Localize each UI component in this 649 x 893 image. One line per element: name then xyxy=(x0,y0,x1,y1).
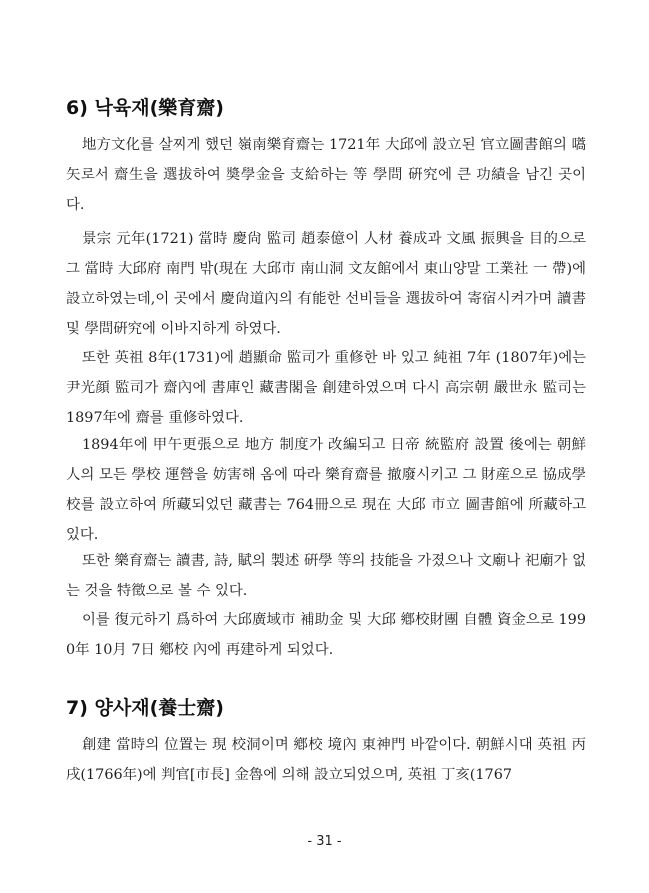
paragraph: 1894年에 甲午更張으로 地方 制度가 改編되고 日帝 統監府 設置 後에는 朝鮮人의 모든 學校 運營을 妨害해 옴에 따라 樂育齋를 撤廢시키고 그 財産으로 協成學校를 設立하여 所藏되었던 藏書는 764冊으로 現在 大邱 市立 圖書館에 所藏하고 있다. xyxy=(66,437,586,543)
page-number: - 31 - xyxy=(307,834,342,849)
section-heading-nakyukjae: 6) 낙육재(樂育齋) xyxy=(66,97,224,119)
paragraph: 이를 復元하기 爲하여 大邱廣域市 補助金 및 大邱 鄕校財團 自體 資金으로 1990年 10月 7日 鄕校 內에 再建하게 되었다. xyxy=(66,612,586,658)
paragraph: 또한 英祖 8年(1731)에 趙顯命 監司가 重修한 바 있고 純祖 7年 (1807年)에는 尹光顔 監司가 齋內에 書庫인 藏書閣을 創建하였으며 다시 高宗朝 嚴世永 監司는 1897年에 齋를 重修하였다. xyxy=(66,350,586,426)
paragraph: 地方文化를 살찌게 했던 嶺南樂育齋는 1721年 大邱에 設立된 官立圖書館의 嚆矢로서 齋生을 選拔하여 奬學金을 支給하는 等 學問 硏究에 큰 功績을 남긴 곳이다. xyxy=(66,137,586,213)
paragraph: 創建 當時의 位置는 現 校洞이며 鄕校 境內 東神門 바깥이다. 朝鮮시대 英祖 丙戌(1766年)에 判官[市長] 金魯에 의해 設立되었으며, 英祖 丁亥(1767 xyxy=(66,737,586,783)
paragraph: 또한 樂育齋는 讀書, 詩, 賦의 製述 硏學 等의 技能을 가졌으나 文廟나 祀廟가 없는 것을 特徵으로 볼 수 있다. xyxy=(66,553,586,599)
section-heading-yangsajae: 7) 양사재(養士齋) xyxy=(66,697,224,719)
paragraph: 景宗 元年(1721) 當時 慶尙 監司 趙泰億이 人材 養成과 文風 振興을 目的으로 그 當時 大邱府 南門 밖(現在 大邱市 南山洞 文友館에서 東山양말 工業社 一 帶)에 設立하였는데,이 곳에서 慶尙道內의 有能한 선비들을 選拔하여 寄宿시켜가며 讀書 및 學問硏究에 이바지하게 하였다. xyxy=(66,231,586,337)
